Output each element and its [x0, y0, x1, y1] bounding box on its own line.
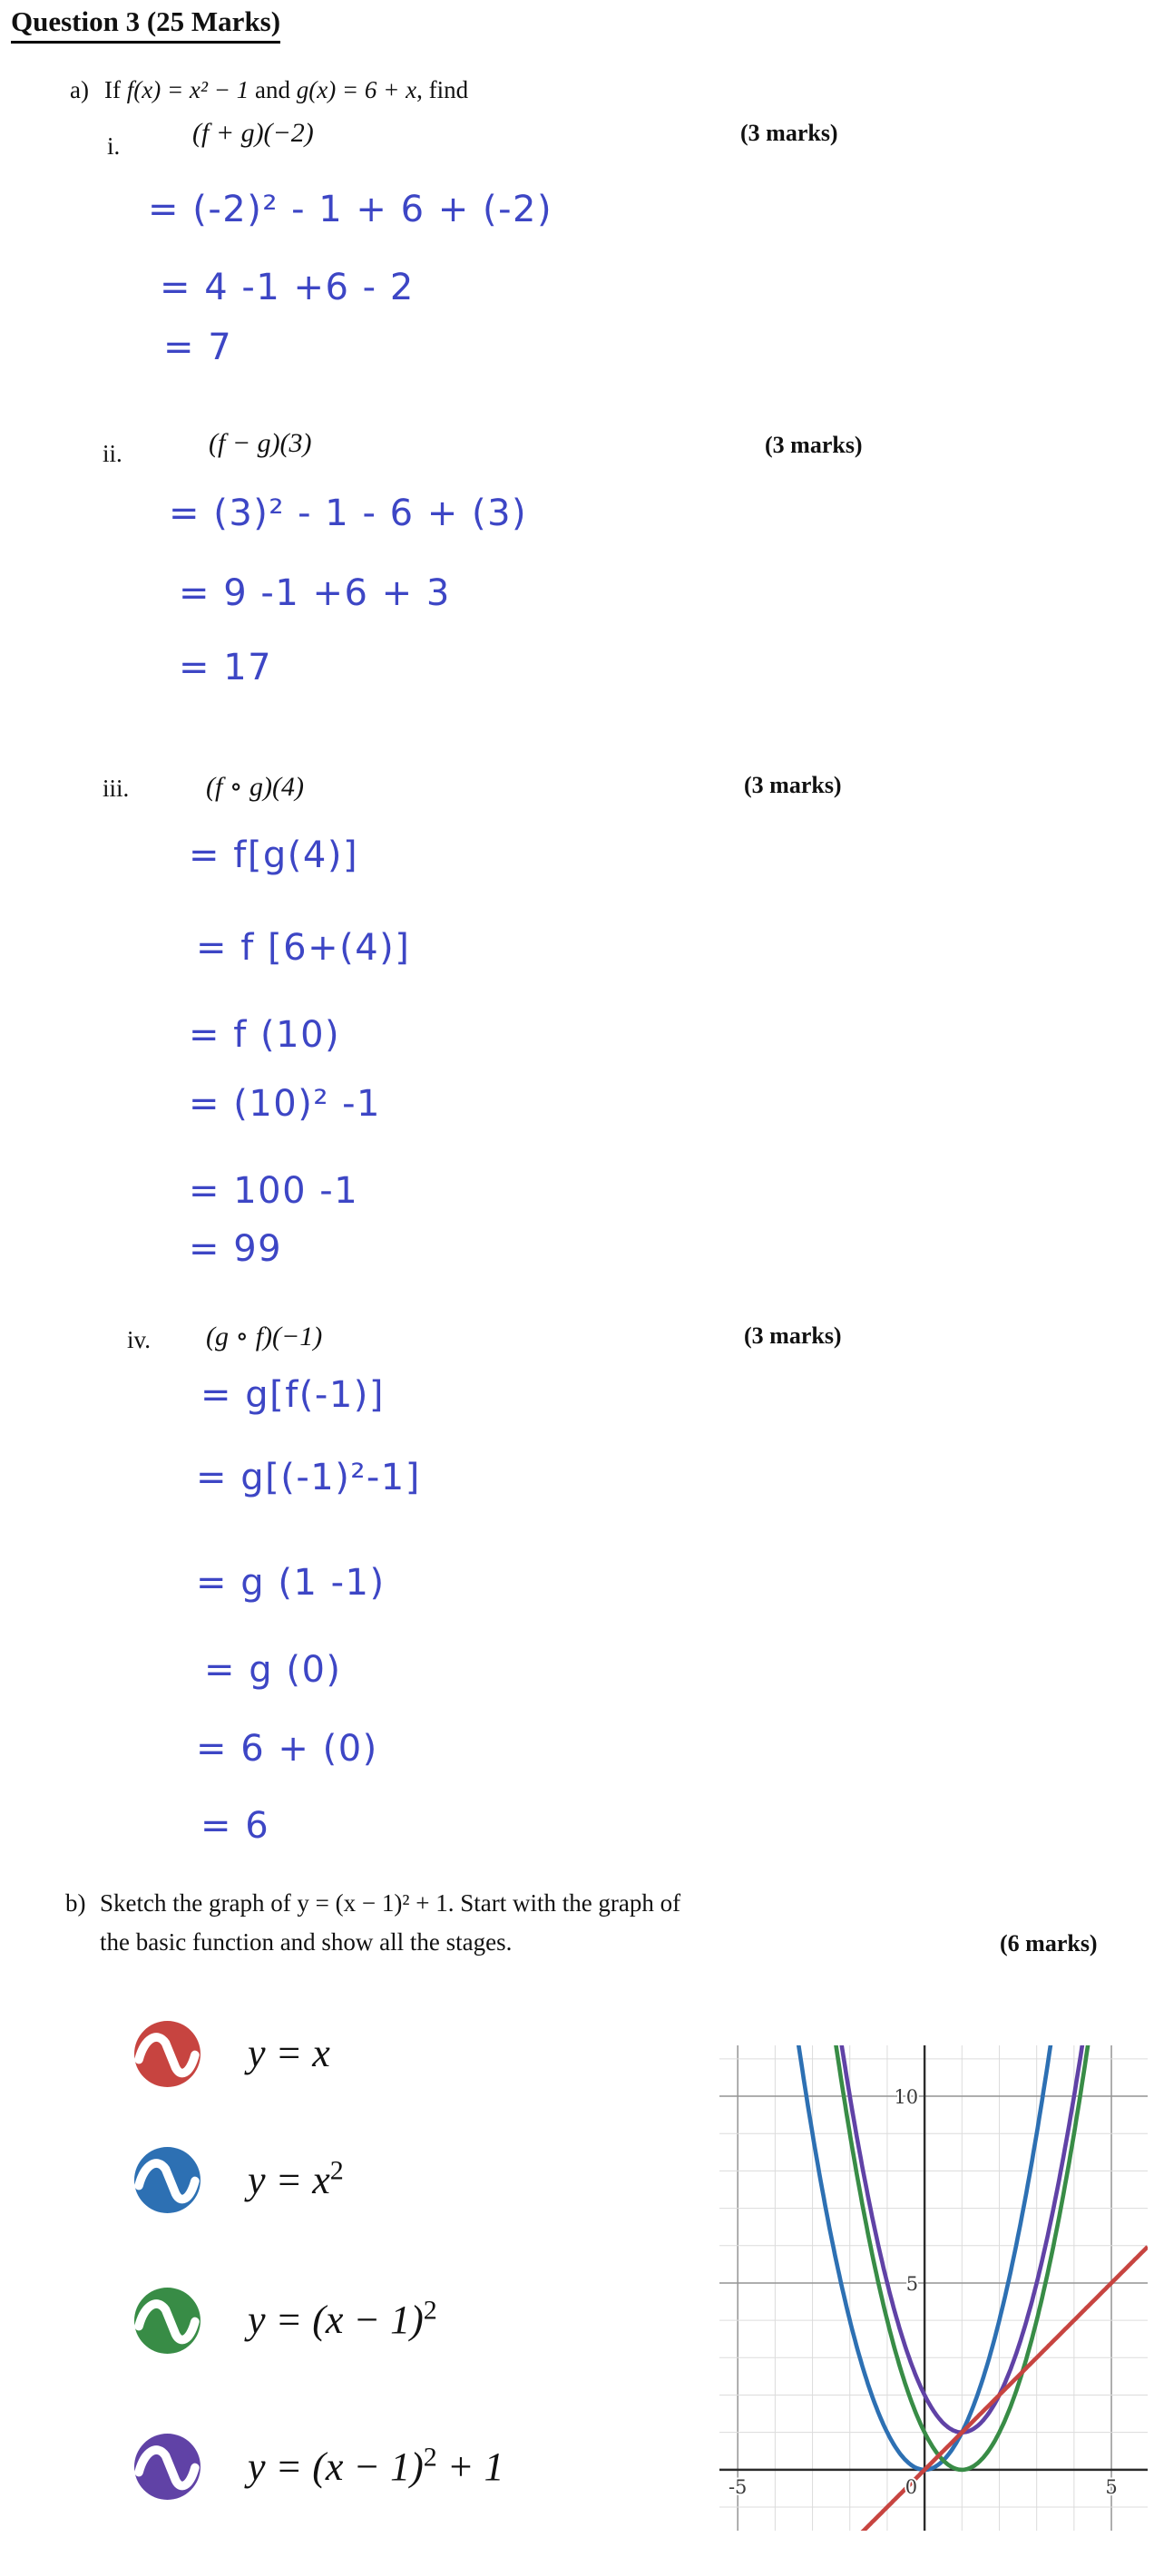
handwritten-step: = f [6+(4)]: [196, 927, 411, 969]
intro-f-definition: f(x) = x² − 1: [126, 76, 249, 103]
page-title: Question 3 (25 Marks): [11, 5, 280, 44]
part-a-intro: [104, 76, 468, 104]
handwritten-step: = 100 -1: [189, 1170, 359, 1212]
item-iv-expression: (g ∘ f)(−1): [206, 1322, 323, 1351]
intro-post: , find: [416, 76, 469, 103]
graph-svg: [719, 2045, 1148, 2531]
svg-text:5: 5: [1105, 2475, 1118, 2498]
handwritten-step: = 6: [200, 1805, 270, 1847]
item-iii-marks: (3 marks): [744, 772, 842, 798]
handwritten-step: = (10)² -1: [189, 1083, 381, 1125]
legend-equation: y = x: [248, 2031, 330, 2075]
handwritten-step: = f (10): [189, 1014, 341, 1056]
intro-pre: If: [104, 76, 127, 103]
sine-wave-icon: [134, 2147, 200, 2213]
svg-text:10: 10: [894, 2086, 919, 2109]
svg-text:5: 5: [905, 2272, 919, 2295]
handwritten-step: = (-2)² - 1 + 6 + (-2): [148, 189, 553, 230]
handwritten-step: = (3)² - 1 - 6 + (3): [169, 493, 528, 534]
item-i-expression: (f + g)(−2): [192, 118, 314, 148]
part-b-marks: (6 marks): [1000, 1930, 1098, 1956]
sine-wave-icon: [134, 2288, 200, 2354]
handwritten-step: = f[g(4)]: [189, 834, 359, 876]
handwritten-step: = g (1 -1): [196, 1562, 386, 1604]
item-iv-numeral: iv.: [127, 1326, 151, 1353]
handwritten-step: = g[f(-1)]: [200, 1374, 386, 1416]
item-iii-numeral: iii.: [103, 775, 130, 802]
part-a-label: a): [70, 76, 89, 103]
legend-equation: $y = (x - 1)^2 + 1$: [248, 2442, 504, 2489]
part-b-instruction-line1: Sketch the graph of y = (x − 1)² + 1. Start with the graph of: [100, 1889, 681, 1917]
svg-text:0: 0: [905, 2475, 918, 2498]
handwritten-step: = 17: [179, 647, 273, 688]
intro-g-definition: g(x) = 6 + x: [296, 76, 417, 103]
handwritten-step: = g (0): [204, 1649, 342, 1691]
handwritten-step: = 4 -1 +6 - 2: [160, 267, 415, 308]
handwritten-step: = 99: [189, 1228, 283, 1270]
item-ii-numeral: ii.: [103, 440, 122, 467]
item-ii-expression: (f − g)(3): [209, 428, 312, 458]
item-iii-expression: (f ∘ g)(4): [206, 772, 305, 802]
legend-equation: $y = (x - 1)^2$: [248, 2295, 437, 2342]
handwritten-step: = 6 + (0): [196, 1728, 378, 1770]
handwritten-step: = 7: [163, 327, 233, 368]
item-i-numeral: i.: [107, 132, 121, 160]
item-i-marks: (3 marks): [740, 120, 838, 146]
legend-equation: $y = x^2$: [248, 2155, 344, 2202]
item-iv-marks: (3 marks): [744, 1322, 842, 1349]
sine-wave-icon: [134, 2021, 200, 2087]
handwritten-step: = 9 -1 +6 + 3: [179, 572, 451, 614]
part-b-instruction-line2: the basic function and show all the stages.: [100, 1928, 513, 1956]
handwritten-step: = g[(-1)²-1]: [196, 1457, 421, 1498]
sine-wave-icon: [134, 2434, 200, 2500]
function-graph: [719, 2045, 1148, 2531]
intro-mid: and: [249, 76, 297, 103]
part-b-label: b): [65, 1889, 86, 1917]
item-ii-marks: (3 marks): [765, 432, 863, 458]
svg-text:-5: -5: [728, 2475, 748, 2498]
